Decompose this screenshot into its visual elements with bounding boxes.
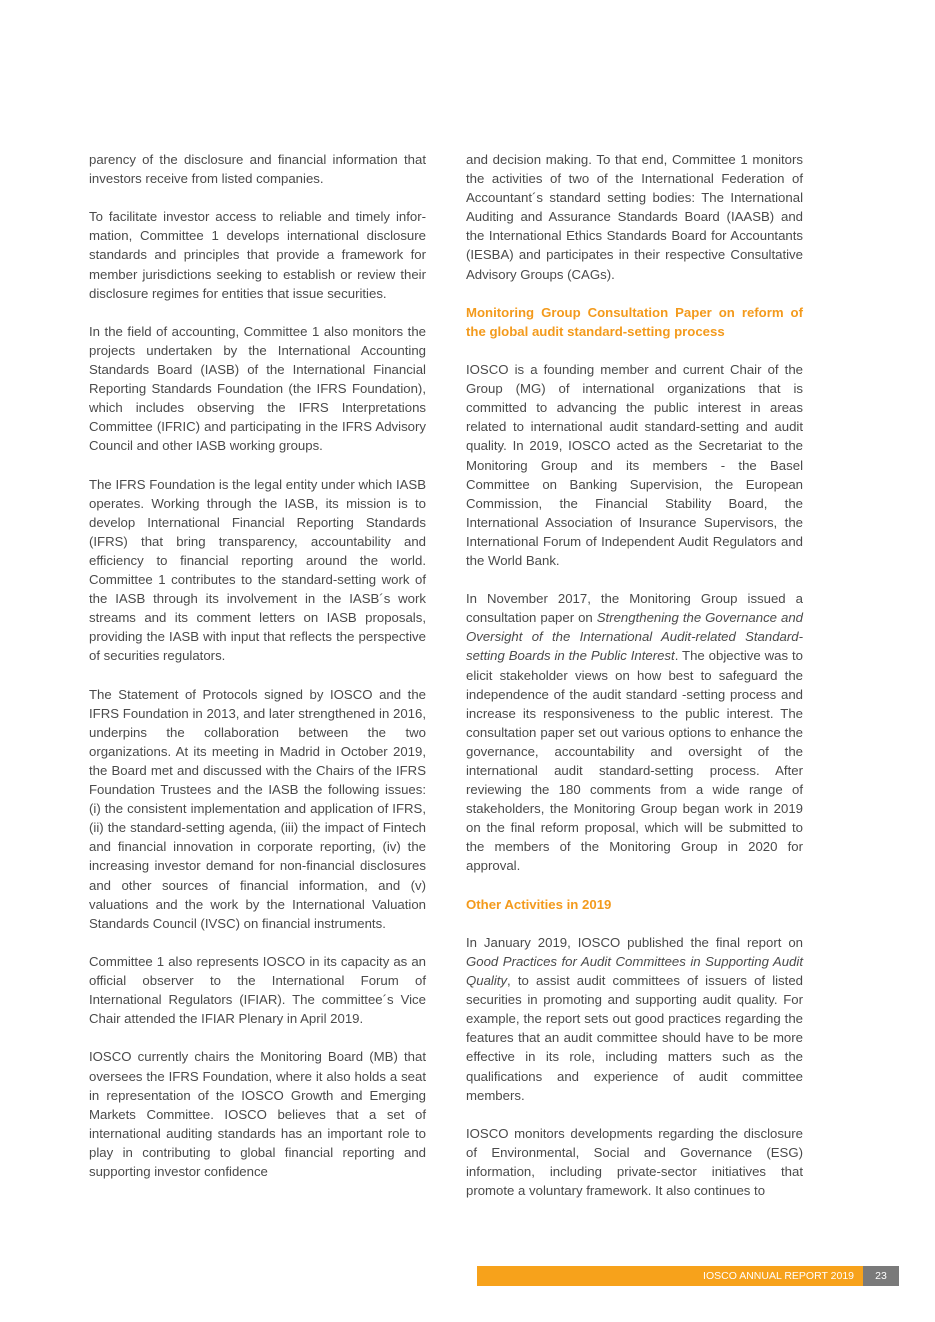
paragraph: Committee 1 also represents IOSCO in its capacity as an official observer to the International Forum of International Regulators (IFIAR). The committee´s Vice Chair attended the IFIAR Plenary in April 2019. (89, 953, 426, 1027)
left-column (89, 150, 426, 1181)
paragraph: In the field of accounting, Committee 1 also monitors the projects undertaken by the International Accounting Standards Board (IASB) of the International Financial Reporting Standards Foundation (the IFRS Foundation), which includes observing the IFRS Interpretations Committee (IFRIC) and participating in the IFRS Advisory Council and other IASB working groups. (89, 323, 426, 454)
paragraph: IOSCO currently chairs the Monitoring Board (MB) that oversees the IFRS Foundation, where it also holds a seat in representation of the IOSCO Growth and Emerging Markets Committee. IOSCO believes that a set of international auditing standards has an important role to play in contributing to global financial reporting and supporting investor confidence (89, 1049, 426, 1179)
publication-title: Strengthening the Governance and Oversight of the International Audit-related Standard-setting Boards in the Public Interest (466, 610, 803, 664)
paragraph: and decision making. To that end, Committee 1 monitors the activities of two of the International Federation of Accountant´s standard setting bodies: The International Auditing and Assurance Standards Board (IAASB) and the International Ethics Standards Board for Accountants (IESBA) and participates in their respective Consultative Advisory Groups (CAGs). (466, 152, 803, 282)
right-column (466, 150, 803, 1200)
text: , to assist audit committees of issuers of listed securities in promoting and supporting audit quality. For example, the report sets out good practices regarding the features that an audit committee should have to be more effective in its role, including matters such as the qualifications and experience of audit committee members. (466, 973, 803, 1103)
paragraph: To facilitate investor access to reliable and timely infor-mation, Committee 1 develops international disclosure standards and principles that provide a framework for member jurisdictions seeking to establish or review their disclosure regimes for entities that issue securities. (89, 209, 426, 301)
footer-report-title: IOSCO ANNUAL REPORT 2019 (477, 1266, 863, 1286)
section-heading-monitoring-group: Monitoring Group Consultation Paper on reform of the global audit standard-setting process (466, 304, 803, 339)
paragraph (466, 589, 803, 875)
page-number: 23 (863, 1266, 899, 1286)
publication-title: Good Practices for Audit Committees in Supporting Audit Quality (466, 953, 803, 989)
section-heading-other-activities: Other Activities in 2019 (466, 896, 612, 912)
paragraph: IOSCO is a founding member and current Chair of the Group (MG) of international organizations that is committed to advancing the public interest in areas related to international audit standard-setting and audit quality. In 2019, IOSCO acted as the Secretariat to the Monitoring Group and its members - the Basel Committee on Banking Supervision, the European Commission, the Financial Stability Board, the International Association of Insurance Supervisors, the International Forum of Independent Audit Regulators and the World Bank. (466, 362, 803, 568)
paragraph (466, 933, 803, 1105)
paragraph: parency of the disclosure and financial information that investors receive from listed companies. (89, 152, 426, 187)
text: In November 2017, the Monitoring Group issued a consultation paper on (466, 591, 803, 626)
text: In January 2019, IOSCO published the final report on (466, 934, 803, 950)
text: . The objective was to elicit stakeholder views on how best to safeguard the independence of the audit standard -setting process and increase its responsiveness to the public interest. The consultation paper set out various options to enhance the governance, accountability and oversight of the international audit standard-setting process. After reviewing the 180 comments from a wide range of stakeholders, the Monitoring Group began work in 2019 on the final reform proposal, which will be submitted to the members of the Monitoring Group in 2020 for approval. (466, 648, 803, 874)
paragraph: The IFRS Foundation is the legal entity under which IASB operates. Working through the IASB, its mission is to develop International Financial Reporting Standards (IFRS) that bring transparency, accountability and efficiency to financial reporting around the world. Committee 1 contributes to the standard-setting work of the IASB through its involvement in the IASB´s work streams and its comment letters on IASB proposals, providing the IASB with input that reflects the perspective of securities regulators. (89, 476, 426, 664)
paragraph: The Statement of Protocols signed by IOSCO and the IFRS Foundation in 2013, and later strengthened in 2016, underpins the collaboration between the two organizations. At its meeting in Madrid in October 2019, the Board met and discussed with the Chairs of the IFRS Foundation Trustees and the IASB the following issues: (i) the consistent implementation and application of IFRS, (ii) the standard-setting agenda, (iii) the impact of Fintech and financial innovation in corporate reporting, (iv) the increasing investor demand for non-financial disclosures and other sources of financial information, and (v) valuations and the work by the International Valuation Standards Council (IVSC) on financial instruments. (89, 686, 426, 931)
paragraph: IOSCO monitors developments regarding the disclosure of Environmental, Social and Governance (ESG) information, including private-sector initiatives that promote a voluntary framework. It also continues to (466, 1125, 803, 1199)
